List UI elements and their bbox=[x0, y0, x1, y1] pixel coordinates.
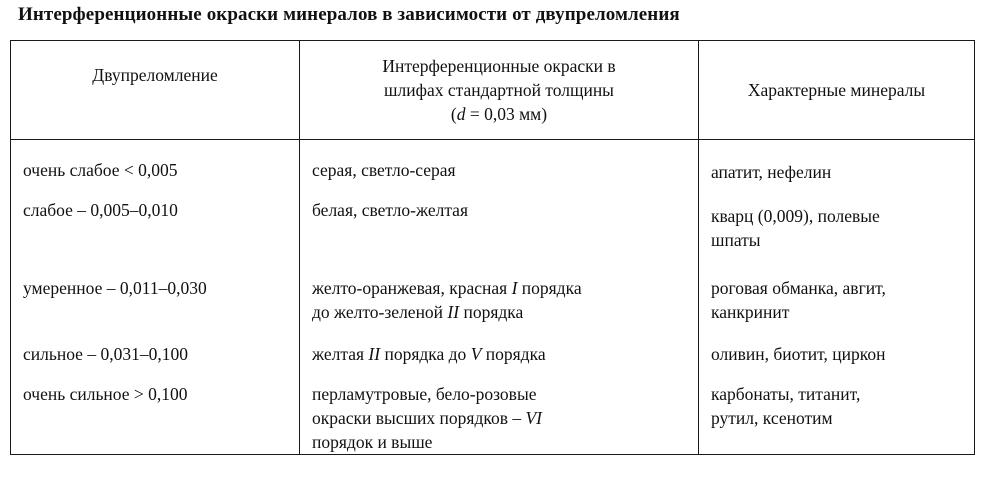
cell-line: канкринит bbox=[711, 302, 790, 322]
table-row bbox=[11, 368, 975, 455]
cell-minerals bbox=[699, 262, 975, 328]
header-colors-line: Интерференционные окраски в bbox=[382, 56, 616, 76]
cell-birefringence: очень сильное > 0,100 bbox=[11, 368, 300, 455]
cell-colors bbox=[300, 184, 699, 262]
cell-line: порядок и выше bbox=[312, 432, 433, 452]
cell-line: шпаты bbox=[711, 230, 761, 250]
table-row bbox=[11, 140, 975, 185]
page-title: Интерференционные окраски минералов в зависимости от двупреломления bbox=[18, 4, 680, 25]
cell-minerals bbox=[699, 368, 975, 455]
cell-minerals bbox=[699, 328, 975, 368]
table-row bbox=[11, 262, 975, 328]
cell-line: перламутровые, бело-розовые bbox=[312, 384, 537, 404]
cell-colors bbox=[300, 140, 699, 185]
header-row bbox=[11, 41, 975, 140]
cell-line: рутил, ксенотим bbox=[711, 408, 833, 428]
cell-birefringence: очень слабое < 0,005 bbox=[11, 140, 300, 185]
cell-minerals bbox=[699, 140, 975, 185]
cell-line: кварц (0,009), полевые bbox=[711, 206, 880, 226]
cell-birefringence: сильное – 0,031–0,100 bbox=[11, 328, 300, 368]
cell-line: белая, светло-желтая bbox=[312, 200, 468, 220]
header-minerals: Характерные минералы bbox=[699, 41, 975, 140]
cell-birefringence: слабое – 0,005–0,010 bbox=[11, 184, 300, 262]
header-colors-line: шлифах стандартной толщины bbox=[384, 80, 614, 100]
cell-line: апатит, нефелин bbox=[711, 162, 832, 182]
cell-colors bbox=[300, 368, 699, 455]
table-row bbox=[11, 328, 975, 368]
cell-colors bbox=[300, 262, 699, 328]
cell-line: роговая обманка, авгит, bbox=[711, 278, 886, 298]
cell-minerals bbox=[699, 184, 975, 262]
header-interference-colors bbox=[300, 41, 699, 140]
cell-line: карбонаты, титанит, bbox=[711, 384, 861, 404]
cell-line: окраски высших порядков – VI bbox=[312, 408, 543, 428]
cell-line: желто-оранжевая, красная I порядка bbox=[312, 278, 582, 298]
header-birefringence: Двупреломление bbox=[11, 41, 300, 140]
cell-line: серая, светло-серая bbox=[312, 160, 456, 180]
mineral-table bbox=[10, 40, 975, 455]
table-row bbox=[11, 184, 975, 262]
cell-colors bbox=[300, 328, 699, 368]
cell-line: оливин, биотит, циркон bbox=[711, 344, 886, 364]
cell-birefringence: умеренное – 0,011–0,030 bbox=[11, 262, 300, 328]
cell-line: желтая II порядка до V порядка bbox=[312, 344, 546, 364]
cell-line: до желто-зеленой II порядка bbox=[312, 302, 524, 322]
header-colors-line: (d = 0,03 мм) bbox=[450, 104, 548, 124]
